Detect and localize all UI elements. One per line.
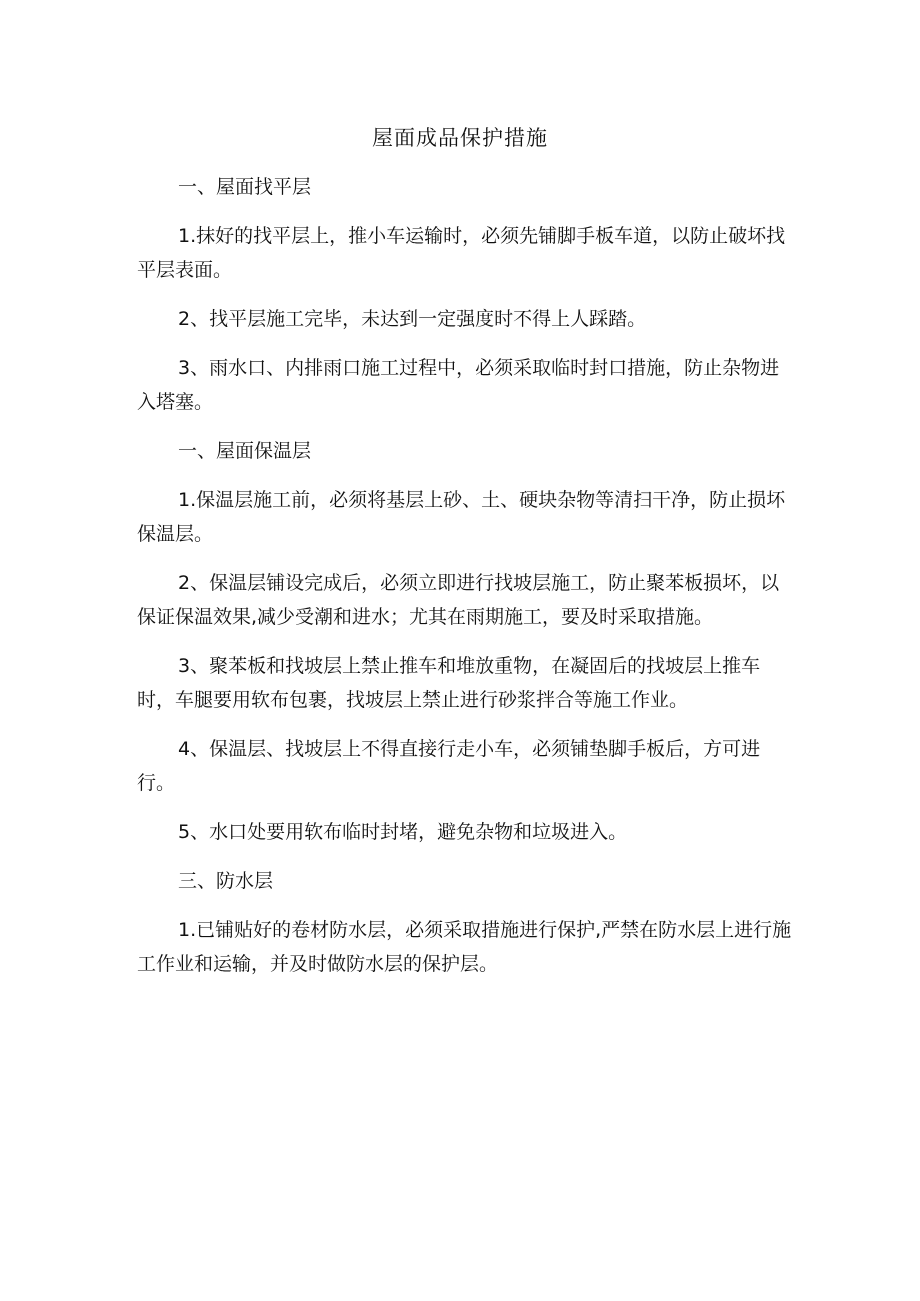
paragraph: 1.抹好的找平层上，推小车运输时，必须先铺脚手板车道，以防止破坏找平层表面。 (137, 225, 786, 281)
document-body (137, 170, 797, 996)
paragraph: 2、找平层施工完毕，未达到一定强度时不得上人踩踏。 (178, 308, 647, 330)
paragraph: 1.已铺贴好的卷材防水层，必须采取措施进行保护,严禁在防水层上进行施工作业和运输，并及时做防水层的保护层。 (137, 919, 792, 975)
paragraph: 3、雨水口、内排雨口施工过程中，必须采取临时封口措施，防止杂物进入塔塞。 (137, 357, 780, 413)
paragraph: 3、聚苯板和找坡层上禁止推车和堆放重物，在凝固后的找坡层上推车时，车腿要用软布包裹，找坡层上禁止进行砂浆拌合等施工作业。 (137, 655, 761, 711)
section-heading-roof-leveling-layer: 一、屋面找平层 (178, 176, 312, 198)
paragraph: 1.保温层施工前，必须将基层上砂、土、硬块杂物等清扫干净，防止损坏保温层。 (137, 489, 786, 545)
paragraph: 4、保温层、找坡层上不得直接行走小车，必须铺垫脚手板后，方可进行。 (137, 738, 761, 794)
paragraph: 5、水口处要用软布临时封堵，避免杂物和垃圾进入。 (178, 821, 628, 843)
paragraph: 2、保温层铺设完成后，必须立即进行找坡层施工，防止聚苯板损坏，以保证保温效果,减少受潮和进水；尤其在雨期施工，要及时采取措施。 (137, 572, 780, 628)
section-heading-roof-insulation-layer: 一、屋面保温层 (178, 440, 312, 462)
section-heading-waterproof-layer: 三、防水层 (178, 870, 274, 892)
document-title: 屋面成品保护措施 (372, 126, 548, 150)
